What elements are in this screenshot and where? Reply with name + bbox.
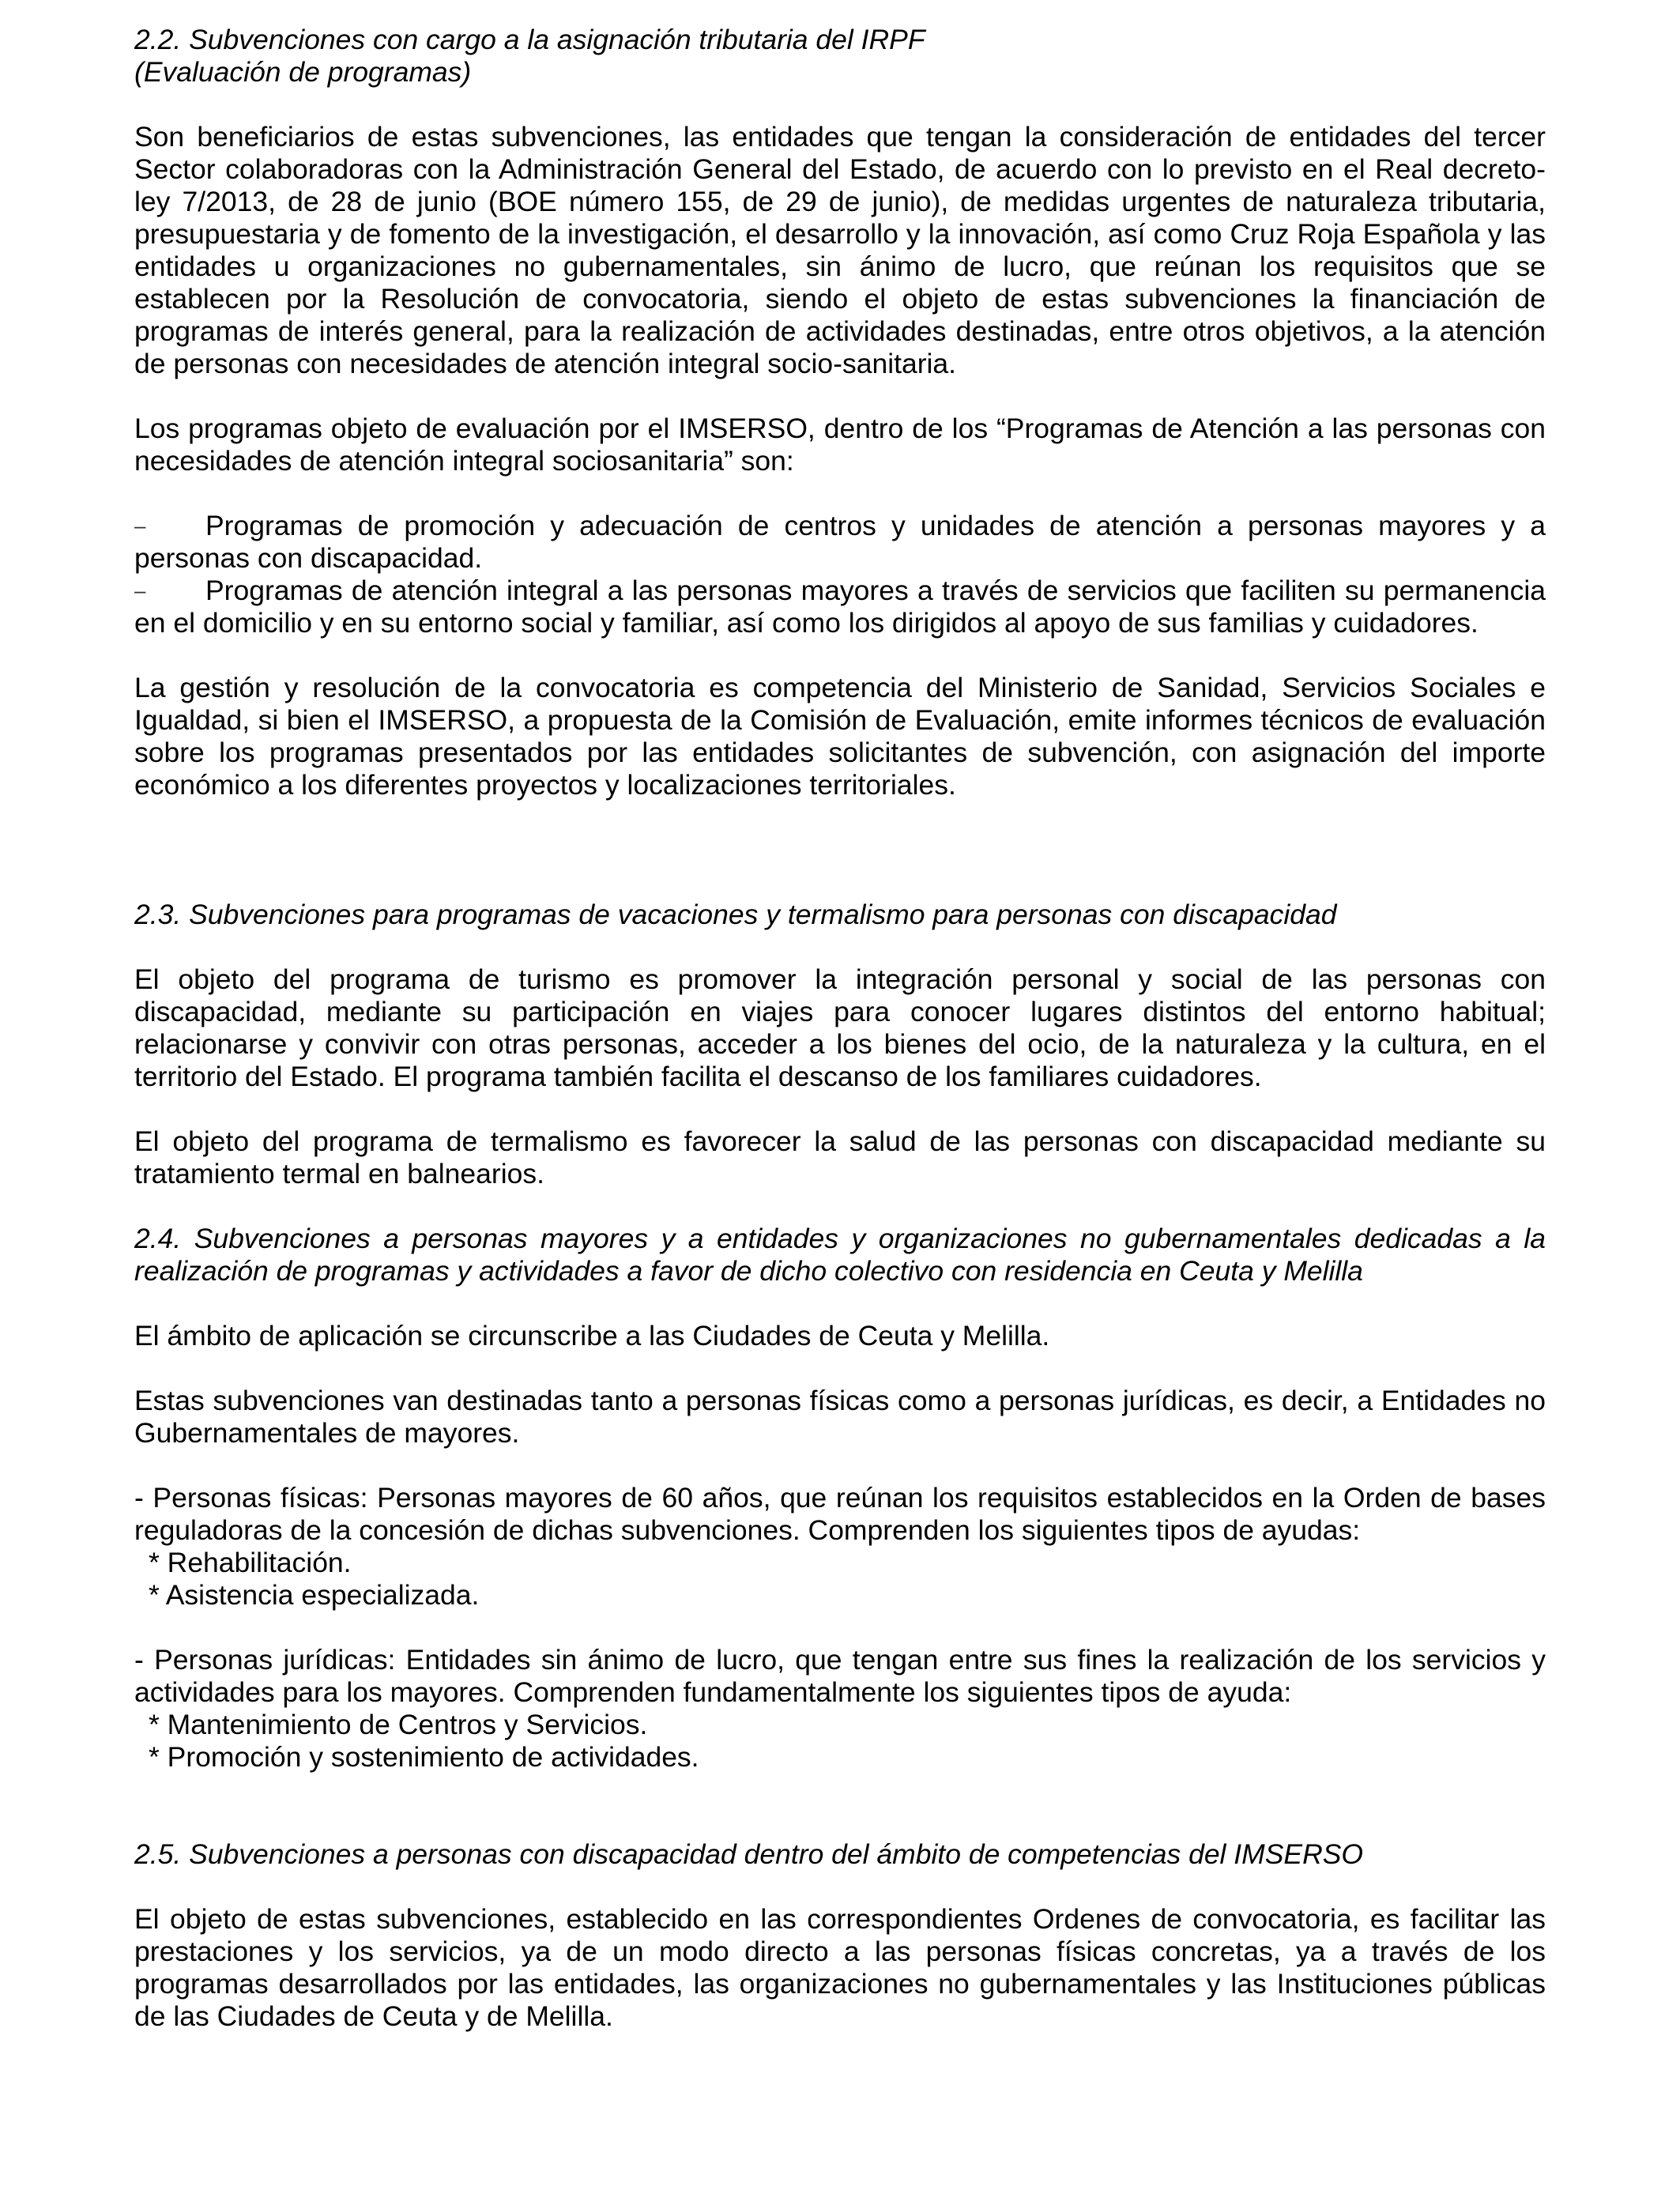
section-2-4-paragraph-1: El ámbito de aplicación se circunscribe a las Ciudades de Ceuta y Melilla. (134, 1320, 1050, 1351)
section-2-2-paragraph-1: Son beneficiarios de estas subvenciones, las entidades que tengan la consideración de entidades del tercer Sector colaboradoras con la Administración General del Estado, de acuerdo con lo previsto en el Real decreto-ley 7/2013, de 28 de junio (BOE número 155, de 29 de junio), de medidas urgentes de naturaleza tributaria, presupuestaria y de fomento de la investigación, el desarrollo y la innovación, así como Cruz Roja Española y las entidades u organizaciones no gubernamentales, sin ánimo de lucro, que reúnan los requisitos que se establecen por la Resolución de convocatoria, siendo el objeto de estas subvenciones la financiación de programas de interés general, para la realización de actividades destinadas, entre otros objetivos, a la atención de personas con necesidades de atención integral socio-sanitaria. (134, 121, 1546, 379)
bullet-rehabilitacion: * Rehabilitación. (149, 1547, 352, 1578)
list-item-text: Programas de atención integral a las personas mayores a través de servicios que faciliten su permanencia en el domicilio y en su entorno social y familiar, así como los dirigidos al apoyo de sus familias y cuidadores. (134, 575, 1546, 639)
section-2-3-paragraph-1: El objeto del programa de turismo es promover la integración personal y social de las personas con discapacidad, mediante su participación en viajes para conocer lugares distintos del entorno habitual; relacionarse y convivir con otras personas, acceder a los bienes del ocio, de la naturaleza y la cultura, en el territorio del Estado. El programa también facilita el descanso de los familiares cuidadores. (134, 963, 1546, 1092)
section-2-2-list-item-1 (134, 510, 1546, 575)
dash-bullet: – (134, 514, 146, 537)
bullet-asistencia: * Asistencia especializada. (149, 1579, 480, 1611)
bullet-promocion: * Promoción y sostenimiento de actividades. (149, 1741, 699, 1773)
section-2-4-paragraph-3: - Personas físicas: Personas mayores de 60 años, que reúnan los requisitos establecidos en la Orden de bases reguladoras de la concesión de dichas subvenciones. Comprenden los siguientes tipos de ayudas: (134, 1482, 1546, 1546)
list-item-text: Programas de promoción y adecuación de centros y unidades de atención a personas mayores y a personas con discapacidad. (134, 510, 1546, 574)
section-2-5-paragraph-1: El objeto de estas subvenciones, establecido en las correspondientes Ordenes de convocatoria, es facilitar las prestaciones y los servicios, ya de un modo directo a las personas físicas concretas, ya a través de los programas desarrollados por las entidades, las organizaciones no gubernamentales y las Instituciones públicas de las Ciudades de Ceuta y de Melilla. (134, 1903, 1546, 2032)
section-2-2-paragraph-3: La gestión y resolución de la convocatoria es competencia del Ministerio de Sanidad, Servicios Sociales e Igualdad, si bien el IMSERSO, a propuesta de la Comisión de Evaluación, emite informes técnicos de evaluación sobre los programas presentados por las entidades solicitantes de subvención, con asignación del importe económico a los diferentes proyectos y localizaciones territoriales. (134, 672, 1546, 801)
dash-bullet: – (134, 579, 146, 602)
section-2-2-subheading: (Evaluación de programas) (134, 56, 472, 88)
section-2-2-paragraph-2: Los programas objeto de evaluación por el IMSERSO, dentro de los “Programas de Atención a las personas con necesidades de atención integral sociosanitaria” son: (134, 413, 1546, 477)
section-2-4-heading: 2.4. Subvenciones a personas mayores y a entidades y organizaciones no gubernamentales dedicadas a la realización de programas y actividades a favor de dicho colectivo con residencia en Ceuta y Melilla (134, 1223, 1546, 1287)
section-2-5-heading: 2.5. Subvenciones a personas con discapacidad dentro del ámbito de competencias del IMSERSO (134, 1838, 1364, 1870)
bullet-mantenimiento: * Mantenimiento de Centros y Servicios. (149, 1709, 648, 1740)
section-2-2-heading: 2.2. Subvenciones con cargo a la asignación tributaria del IRPF (134, 24, 925, 55)
section-2-4-paragraph-2: Estas subvenciones van destinadas tanto a personas físicas como a personas jurídicas, es decir, a Entidades no Gubernamentales de mayores. (134, 1385, 1546, 1449)
section-2-2-list-item-2 (134, 575, 1546, 639)
section-2-4-paragraph-4: - Personas jurídicas: Entidades sin ánimo de lucro, que tengan entre sus fines la realización de los servicios y actividades para los mayores. Comprenden fundamentalmente los siguientes tipos de ayuda: (134, 1644, 1546, 1708)
section-2-3-heading: 2.3. Subvenciones para programas de vacaciones y termalismo para personas con discapacidad (134, 899, 1337, 930)
section-2-3-paragraph-2: El objeto del programa de termalismo es favorecer la salud de las personas con discapacidad mediante su tratamiento termal en balnearios. (134, 1125, 1546, 1189)
document-page (134, 24, 1546, 2033)
